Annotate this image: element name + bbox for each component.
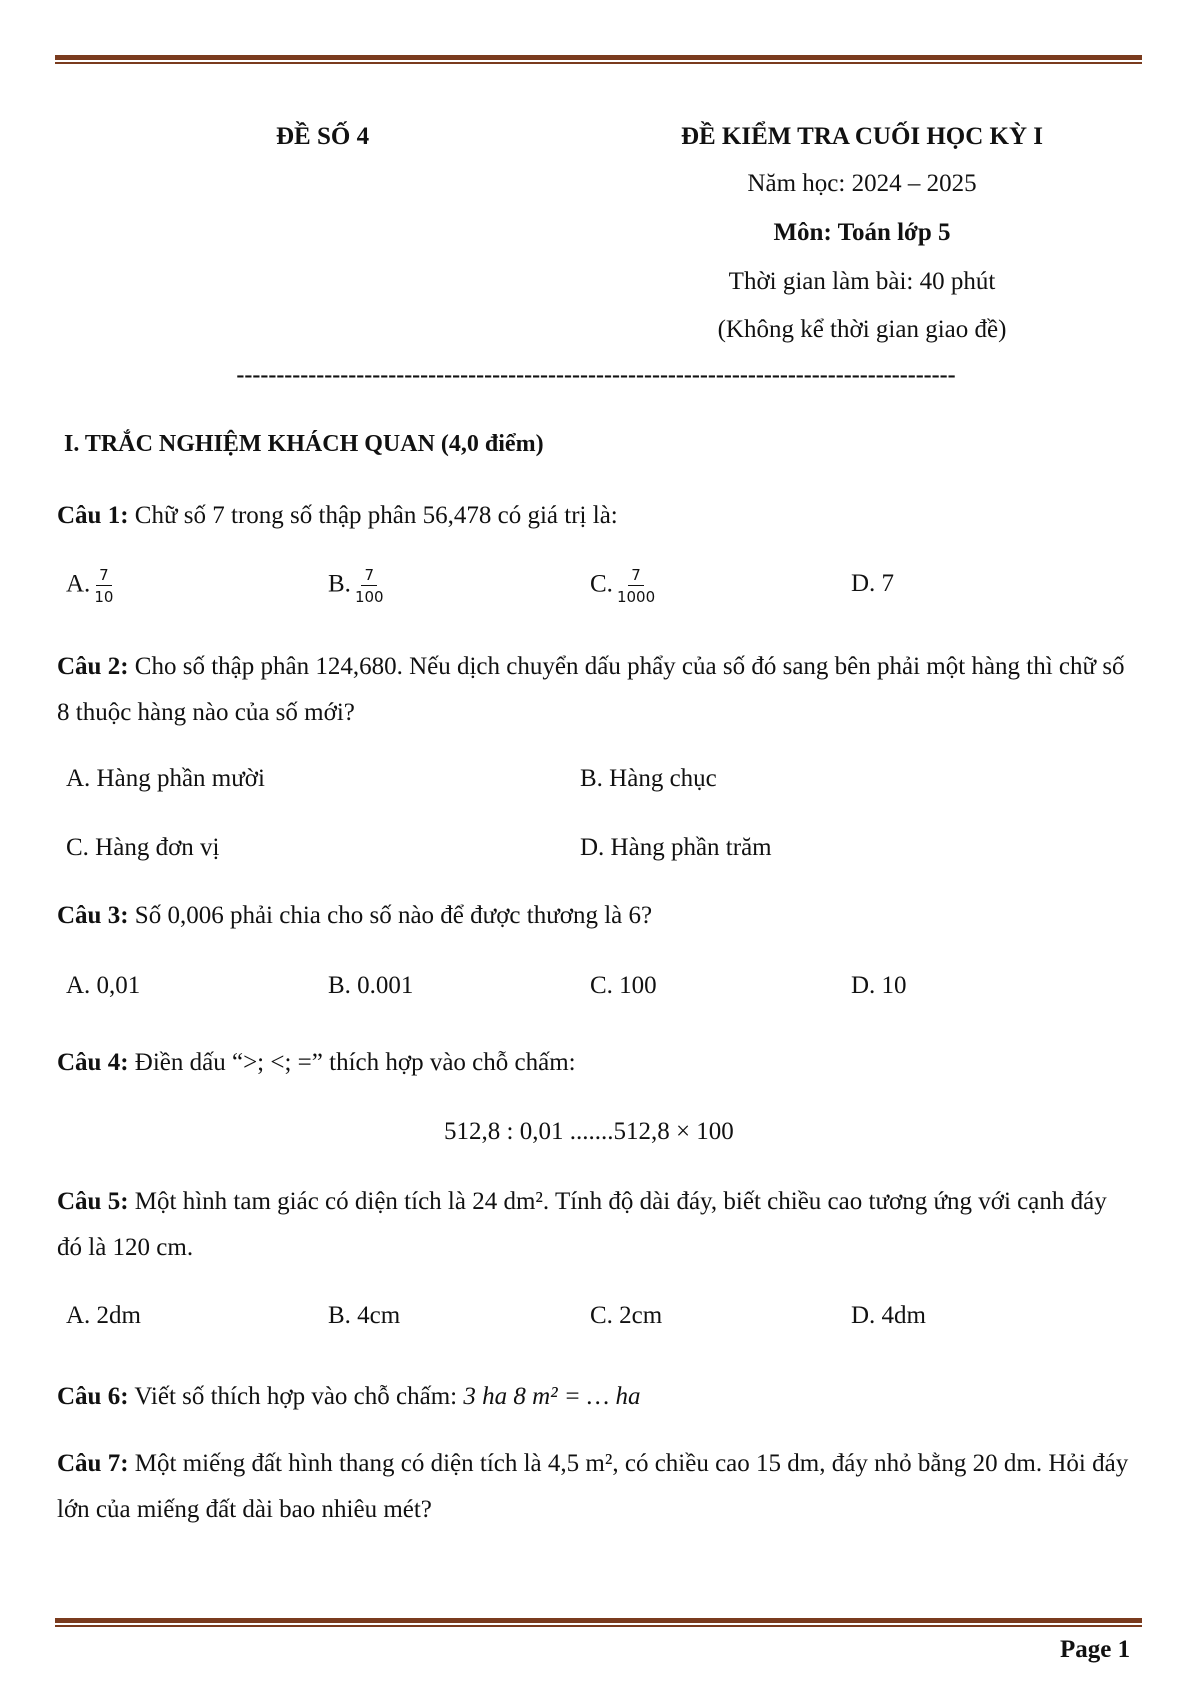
question-label: Câu 2:	[57, 653, 129, 680]
q5-option-d[interactable]: D. 4dm	[851, 1302, 926, 1329]
q4-expression: 512,8 : 0,01 .......512,8 × 100	[444, 1118, 734, 1145]
option-prefix: A.	[66, 570, 91, 598]
q2-option-c[interactable]: C. Hàng đơn vị	[66, 834, 220, 861]
numerator: 7	[628, 566, 644, 586]
divider: ------------------------------------------------------------------------------------------	[236, 362, 956, 388]
question-text: Chữ số 7 trong số thập phân 56,478 có giá trị là:	[128, 502, 618, 529]
question-text: Một miếng đất hình thang có diện tích là 4,5 m², có chiều cao 15 dm, đáy nhỏ bằng 20 dm. Hỏi đáy lớn của miếng đất dài bao nhiêu mét?	[57, 1450, 1129, 1523]
fraction	[355, 566, 384, 606]
question-text: Cho số thập phân 124,680. Nếu dịch chuyển dấu phẩy của số đó sang bên phải một hàng thì chữ số 8 thuộc hàng nào của số mới?	[57, 653, 1125, 726]
fraction	[94, 566, 113, 606]
question-1	[57, 493, 1137, 539]
denominator: 1000	[616, 588, 656, 606]
q1-option-d[interactable]: D. 7	[851, 570, 895, 597]
q1-option-c[interactable]	[590, 566, 655, 606]
q5-option-a[interactable]: A. 2dm	[66, 1302, 141, 1329]
q2-option-b[interactable]: B. Hàng chục	[580, 765, 717, 792]
exam-title: ĐỀ KIỂM TRA CUỐI HỌC KỲ I	[680, 123, 1044, 150]
footer-rule	[55, 1618, 1142, 1627]
q1-option-a[interactable]	[66, 566, 113, 606]
option-prefix: B.	[328, 570, 351, 598]
school-year: Năm học: 2024 – 2025	[747, 170, 977, 197]
q3-option-c[interactable]: C. 100	[590, 972, 657, 999]
question-label: Câu 3:	[57, 902, 129, 929]
question-label: Câu 1:	[57, 502, 129, 529]
question-5	[57, 1179, 1137, 1271]
question-label: Câu 4:	[57, 1049, 129, 1076]
q1-option-b[interactable]	[328, 566, 384, 606]
numerator: 7	[361, 566, 377, 586]
question-label: Câu 6:	[57, 1383, 129, 1410]
question-6	[57, 1374, 1137, 1420]
q5-option-b[interactable]: B. 4cm	[328, 1302, 401, 1329]
question-text: Một hình tam giác có diện tích là 24 dm². Tính độ dài đáy, biết chiều cao tương ứng với cạnh đáy đó là 120 cm.	[57, 1188, 1107, 1261]
exam-number: ĐỀ SỐ 4	[276, 123, 370, 150]
question-3	[57, 893, 1137, 939]
duration-note: (Không kể thời gian giao đề)	[717, 316, 1007, 343]
question-text: Viết số thích hợp vào chỗ chấm:	[128, 1383, 464, 1410]
question-2	[57, 644, 1137, 736]
header-rule	[55, 55, 1142, 64]
option-prefix: C.	[590, 570, 613, 598]
page-number: Page 1	[1060, 1636, 1131, 1663]
duration: Thời gian làm bài: 40 phút	[728, 268, 996, 295]
section-title: I. TRẮC NGHIỆM KHÁCH QUAN (4,0 điểm)	[64, 431, 544, 457]
question-7	[57, 1441, 1137, 1533]
denominator: 10	[94, 588, 114, 606]
question-4	[57, 1040, 1137, 1086]
numerator: 7	[96, 566, 112, 586]
question-label: Câu 7:	[57, 1450, 129, 1477]
q3-option-d[interactable]: D. 10	[851, 972, 907, 999]
q5-option-c[interactable]: C. 2cm	[590, 1302, 663, 1329]
question-expression: 3 ha 8 m² = … ha	[463, 1383, 641, 1410]
subject: Môn: Toán lớp 5	[773, 219, 951, 246]
fraction	[617, 566, 655, 606]
q2-option-a[interactable]: A. Hàng phần mười	[66, 765, 265, 792]
q2-option-d[interactable]: D. Hàng phần trăm	[580, 834, 772, 861]
q3-option-b[interactable]: B. 0.001	[328, 972, 414, 999]
question-text: Số 0,006 phải chia cho số nào để được thương là 6?	[128, 902, 653, 929]
denominator: 100	[354, 588, 384, 606]
question-text: Điền dấu “>; <; =” thích hợp vào chỗ chấm:	[128, 1049, 576, 1076]
q3-option-a[interactable]: A. 0,01	[66, 972, 141, 999]
question-label: Câu 5:	[57, 1188, 129, 1215]
